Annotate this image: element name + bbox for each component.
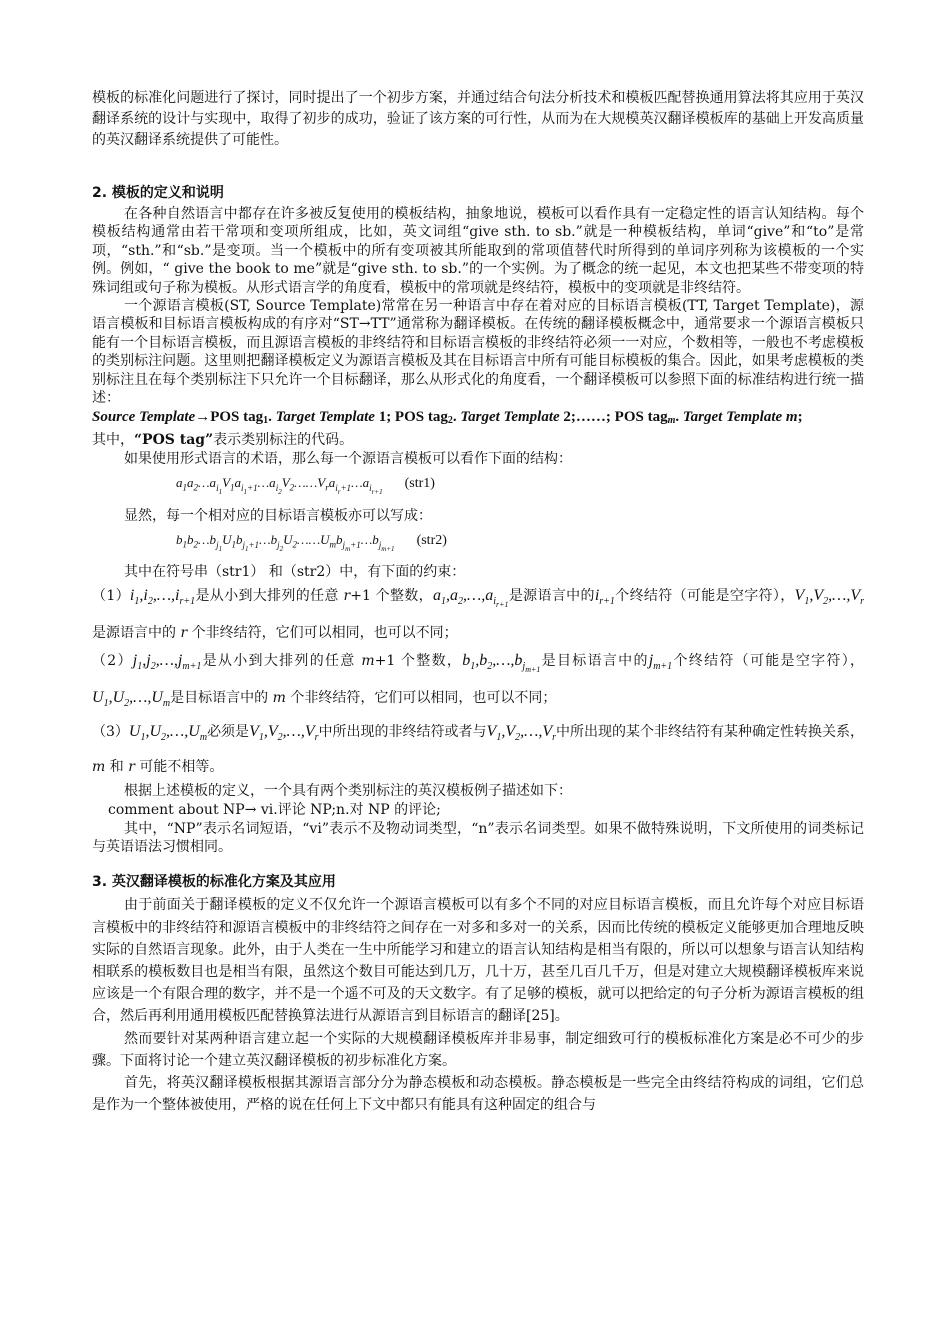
str2-label: (str2) [416,533,447,549]
section-2-heading: 2. 模板的定义和说明 [92,185,224,201]
formula-str2 [176,529,864,559]
section-2-paragraph-6: 根据上述模板的定义，一个具有两个类别标注的英汉模板例子描述如下： [124,782,572,799]
section-3-paragraph-3: 首先，将英汉翻译模板根据其源语言部分分为静态模板和动态模板。静态模板是一些完全由终结符构成的词组，它们总是作为一个整体被使用，严格的说在任何上下文中都只有能具有这种固定的组合与 [92,1075,864,1114]
c3-text-5: 可能不相等。 [134,758,224,775]
pos-tag-2-sub: 2 [447,415,453,427]
c3-text-3: 中所出现的某个非终结符有某种确定性转换关系， [556,724,864,741]
constraint-1 [92,582,864,647]
c3-text-1: 必须是 [207,724,250,741]
c2-text-3: 是目标语言中的 [540,653,649,670]
template-end: ; [797,409,803,426]
c1-text-4: 个终结符（可能是空字符）， [614,587,795,604]
c2-text-1: 是从小到大排列的任意 [201,653,362,670]
intro-paragraph: 模板的标准化问题进行了探讨，同时提出了一个初步方案，并通过结合句法分析技术和模板匹配替换通用算法将其应用于英汉翻译系统的设计与实现中，取得了初步的成功，验证了该方案的可行性，从而为在大规模英汉翻译模板库的基础上开发高质量的英汉翻译系统提供了可能性。 [92,90,864,148]
nonterminal-seq-v-2: $V_1,V_2,\dots,V_r$ [249,723,319,744]
template-example: comment about NP→ vi.评论 NP;n.对 NP 的评论; [108,801,441,818]
c1-text-5: 是源语言中的 [92,625,181,642]
target-template-2: Target Template [460,409,560,426]
terminal-seq-b: $b_1,b_2,\dots,b_{j_{m+1}}$ [462,652,541,675]
constraint-1-number: （1） [92,587,130,604]
section-2-paragraph-1: 在各种自然语言中都存在许多被反复使用的模板结构，抽象地说，模板可以看作具有一定稳定性的语言认知结构。每个模板结构通常由若干常项和变项所组成，比如，英文词组“give sth. to sb.”就是一种模板结构，单词“give”和“to”是常项，“sth.”和“sb.”是变项。当一个模板中的所有变项被其所能取到的常项值替代时所得到的单词序列称为该模板的一个实例。例如，“ give the book to me”就是“give sth. to sb.”的一个实例。为了概念的统一起见，本文也把某些不带变项的特殊词组或句子称为模板。从形式语言学的角度看，模板中的常项就是终结符，模板中的变项就是非终结符。 [92,206,864,296]
target-template-1: Target Template [275,409,375,426]
nonterminal-seq-u-2: $U_1,U_2,\dots,U_m$ [128,723,208,744]
section-3-paragraph-1: 由于前面关于翻译模板的定义不仅允许一个源语言模板可以有多个不同的对应目标语言模板，而且允许每个对应目标语言模板中的非终结符和源语言模板中的非终结符之间存在一对多和多对一的关系，因而比传统的模板定义能够更加合理地反映实际的自然语言现象。此外，由于人类在一生中所能学习和建立的语言认知结构是相当有限的，所以可以想象与语言认知结构相联系的模板数目也是相当有限，虽然这个数目可能达到几万，几十万，甚至几百几千万，但是对建立大规模翻译模板库来说应该是一个有限合理的数字，并不是一个遥不可及的天文数字。有了足够的模板，就可以把给定的句子分析为源语言模板的组合，然后再利用通用模板匹配替换算法进行从源语言到目标语言的翻译[25]。 [92,897,864,1025]
constraint-3-number: （3） [92,724,129,741]
terminal-seq-a: $a_1,a_2,\dots,a_{i_{r+1}}$ [432,586,509,610]
str2-expression: $b_1b_2\dots b_{j_1}U_1b_{j_1+1}\dots b_{j_2}U_2\dots\dots U_mb_{j_m+1}\dots b_{j_{m+1}}$ [176,532,395,553]
formula-str1 [176,472,864,502]
nonterminal-seq-v: $V_1,V_2,\dots,V_r$ [794,586,865,608]
c1-text-2: +1 个整数， [350,587,433,604]
pos-tag-m: 2;……; POS tag [559,409,668,426]
section-2-paragraph-3: 如果使用形式语言的术语，那么每一个源语言模板可以看作下面的结构： [124,450,572,467]
i-r-plus-1: $i_{r+1}$ [594,586,615,608]
target-template-m: Target Template m [682,409,798,426]
template-structure [92,407,864,431]
pos-tag-m-sub: m [667,415,676,427]
c1-var-r: r [343,587,351,604]
nonterminal-seq-v-3: $V_1,V_2,\dots,V_r$ [486,723,556,744]
pos-tag-1: →POS tag [195,409,264,426]
section-2-paragraph-2: 一个源语言模板(ST, Source Template)常常在另一种语言中存在着对应的目标语言模板(TT, Target Template)，源语言模板和目标语言模板构成的有序对“ST→TT”通常称为翻译模板。在传统的翻译模板概念中，通常要求一个源语言模板只能有一个目标语言模板，而且源语言模板的非终结符和目标语言模板的非终结符必须一一对应，个数相等，一般也不考虑模板的类别标注问题。这里则把翻译模板定义为源语言模板及其在目标语言中所有可能目标模板的集合。因此，如果考虑模板的类别标注且在每个类别标注下只允许一个目标翻译，那么从形式化的角度看，一个翻译模板可以参照下面的标准结构进行统一描述： [92,298,864,407]
c2-var-m-2: m [272,690,286,707]
c3-text-2: 中所出现的非终结符或者与 [318,724,487,741]
c3-text-4: 和 [105,758,129,775]
section-3-heading: 3. 英汉翻译模板的标准化方案及其应用 [92,874,336,891]
str1-label: (str1) [404,476,435,492]
constraint-3 [92,718,864,780]
index-seq-i: $i_1,i_2,\dots,i_{r+1}$ [129,586,196,608]
section-3-paragraph-2: 然而要针对某两种语言建立起一个实际的大规模翻译模板库并非易事，制定细致可行的模板标准化方案是必不可少的步骤。下面将讨论一个建立英汉翻译模板的初步标准化方案。 [92,1030,864,1069]
pos-note-prefix: 其中， [92,432,134,449]
pos-tag-1-sub: 1 [263,415,269,427]
nonterminal-seq-u: $U_1,U_2,\dots,U_m$ [92,689,171,710]
c1-text-1: 是从小到大排列的任意 [195,587,344,604]
c1-text-3: 是源语言中的 [508,587,595,604]
c2-text-4: 个终结符（可能是空字符）， [672,653,865,670]
str1-expression: $a_1a_2\dots a_{i_1}V_1a_{i_1+1}\dots a_{i_2}V_2\dots\dots V_ra_{i_r+1}\dots a_{i_{r+1}}$ [176,475,383,496]
c2-text-2: +1 个整数， [374,653,463,670]
j-m-plus-1: $j_{m+1}$ [648,652,673,673]
pos-note-bold: “POS tag” [134,432,214,449]
c1-text-6: 个非终结符，它们可以相同，也可以不同； [187,625,458,642]
c3-var-m: m [92,758,106,775]
constraint-2 [92,647,864,718]
pos-tag-note [92,431,864,449]
pos-tag-2: 1; POS tag [374,409,448,426]
sep-3: . [675,409,683,426]
index-seq-j: $j_1,j_2,\dots,j_{m+1}$ [132,652,202,673]
page-content [92,88,864,1116]
sep-1: . [268,409,276,426]
c2-text-6: 个非终结符，它们可以相同，也可以不同； [285,690,557,707]
constraint-2-number: （2） [92,653,133,670]
pos-note-suffix: 表示类别标注的代码。 [213,432,354,449]
c2-text-5: 是目标语言中的 [170,690,273,707]
section-2-paragraph-5: 其中在符号串（str1） 和（str2）中，有下面的约束： [124,564,466,581]
c3-var-r: r [128,758,135,775]
section-2-paragraph-7: 其中，“NP”表示名词短语，“vi”表示不及物动词类型，“n”表示名词类型。如果不做特殊说明，下文所使用的词类标记与英语语法习惯相同。 [92,820,864,856]
section-2-paragraph-4: 显然，每一个相对应的目标语言模板亦可以写成： [124,507,432,524]
source-template-label: Source Template [92,409,196,426]
sep-2: . [452,409,461,426]
c1-var-r-2: r [180,625,188,642]
c2-var-m: m [361,653,375,670]
